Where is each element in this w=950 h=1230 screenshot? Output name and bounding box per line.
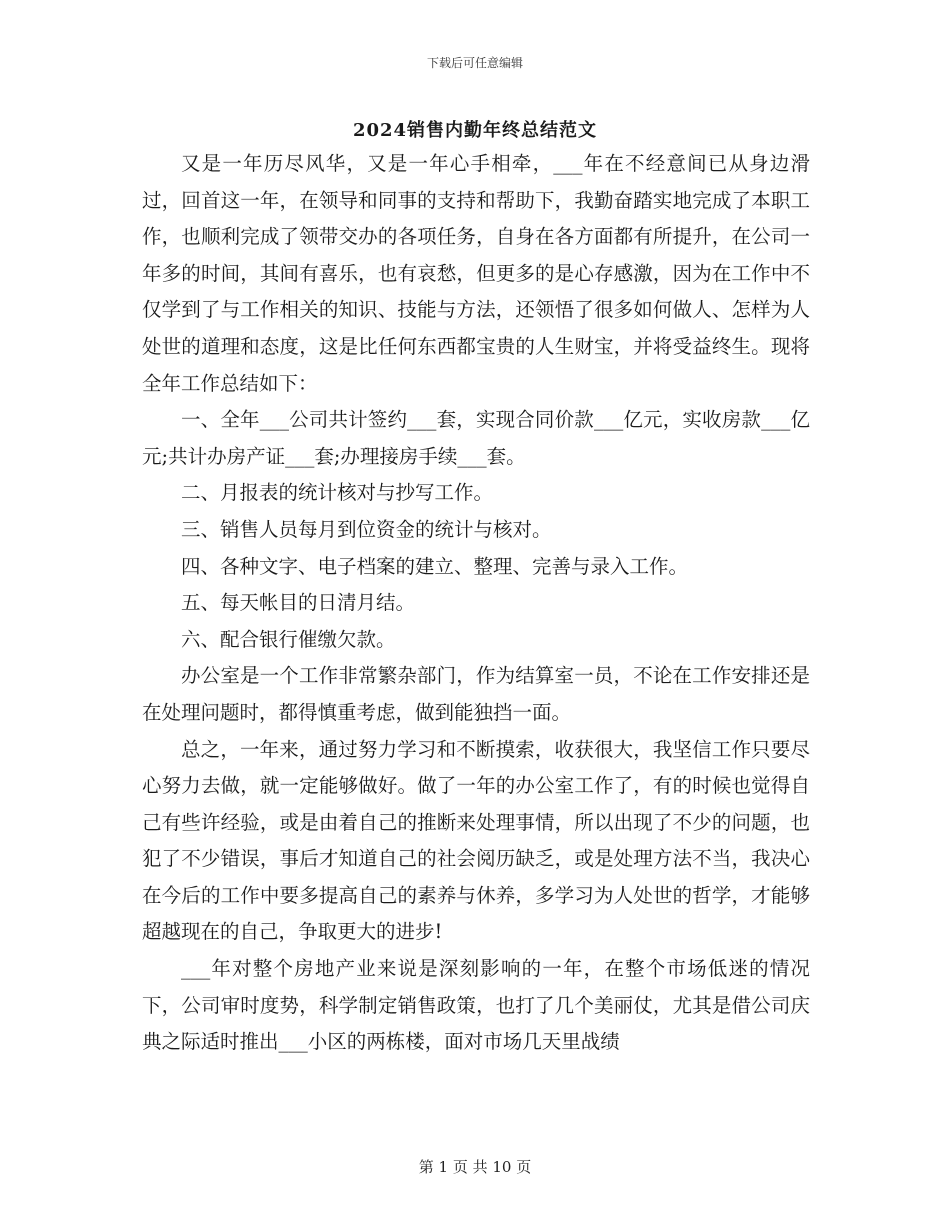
paragraph-intro: 又是一年历尽风华，又是一年心手相牵，___年在不经意间已从身边滑过，回首这一年，在领导和同事的支持和帮助下，我勤奋踏实地完成了本职工作，也顺利完成了领带交办的各项任务，自身在各方面都有所提升，在公司一年多的时间，其间有喜乐，也有哀愁，但更多的是心存感激，因为在工作中不仅学到了与工作相关的知识、技能与方法，还领悟了很多如何做人、怎样为人处世的道理和态度，这是比任何东西都宝贵的人生财宝，并将受益终生。现将全年工作总结如下： [142,152,810,395]
paragraph-summary: 总之，一年来，通过努力学习和不断摸索，收获很大，我坚信工作只要尽心努力去做，就一定能够做好。做了一年的办公室工作了，有的时候也觉得自己有些许经验，或是由着自己的推断来处理事情，所以出现了不少的问题，也犯了不少错误，事后才知道自己的社会阅历缺乏，或是处理方法不当，我决心在今后的工作中要多提高自己的素养与休养，多学习为人处世的哲学，才能够超越现在的自己，争取更大的进步! [142,737,810,944]
paragraph-item-1: 一、全年___公司共计签约___套，实现合同价款___亿元，实收房款___亿元;共计办房产证___套;办理接房手续___套。 [142,408,810,468]
paragraph-item-3: 三、销售人员每月到位资金的统计与核对。 [181,517,552,541]
document-body [142,146,810,1061]
paragraph-item-6: 六、配合银行催缴欠款。 [181,627,396,651]
paragraph-item-2: 二、月报表的统计核对与抄写工作。 [181,481,494,505]
paragraph-item-4: 四、各种文字、电子档案的建立、整理、完善与录入工作。 [181,554,689,578]
document-title: 2024销售内勤年终总结范文 [352,120,598,141]
paragraph-office: 办公室是一个工作非常繁杂部门，作为结算室一员，不论在工作安排还是在处理问题时，都得慎重考虑，做到能独挡一面。 [142,664,810,724]
paragraph-item-5: 五、每天帐目的日清月结。 [181,591,416,615]
paragraph-market: ___年对整个房地产业来说是深刻影响的一年，在整个市场低迷的情况下，公司审时度势，科学制定销售政策，也打了几个美丽仗，尤其是借公司庆典之际适时推出___小区的两栋楼，面对市场几天里战绩 [142,957,810,1054]
header-note: 下载后可任意编辑 [426,56,523,70]
page-indicator: 第 1 页 共 10 页 [418,1158,532,1176]
